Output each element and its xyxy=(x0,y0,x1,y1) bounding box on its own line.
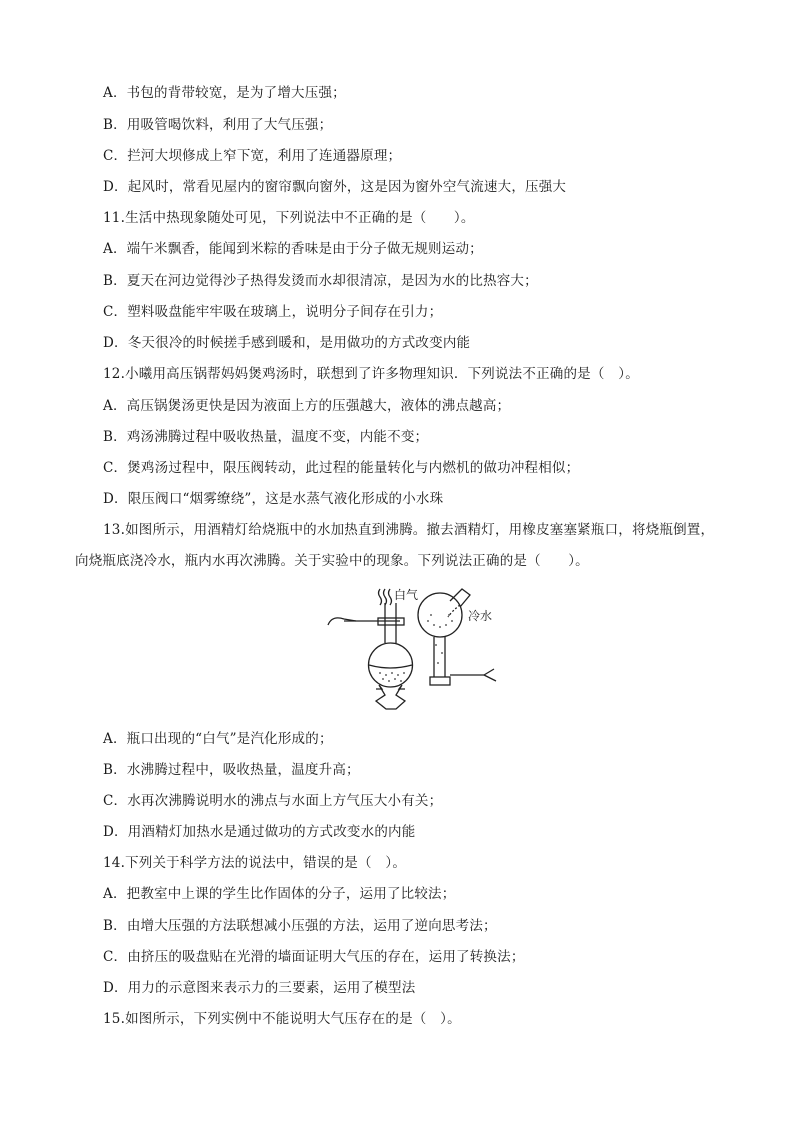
right-flask-body xyxy=(418,593,462,637)
q10-option-a: A．书包的背带较宽，是为了增大压强； xyxy=(103,85,346,101)
beaker-icon xyxy=(450,589,470,607)
boiling-flask-diagram xyxy=(322,585,498,711)
q14-option-d: D．用力的示意图来表示力的三要素，运用了模型法 xyxy=(103,980,416,996)
q13-option-a: A．瓶口出现的“白气”是汽化形成的； xyxy=(103,731,333,747)
alcohol-lamp-icon xyxy=(376,685,405,709)
q11-option-a: A．端午米飘香，能闻到米粽的香味是由于分子做无规则运动； xyxy=(103,241,483,257)
q12-stem: 12.小曦用高压锅帮妈妈煲鸡汤时，联想到了许多物理知识．下列说法不正确的是（ ）。 xyxy=(103,366,639,382)
q14-option-a: A．把教室中上课的学生比作固体的分子，运用了比较法； xyxy=(103,886,456,902)
q12-option-a: A．高压锅煲汤更快是因为液面上方的压强越大，液体的沸点越高； xyxy=(103,398,511,414)
q13-stem-line1: 13.如图所示，用酒精灯给烧瓶中的水加热直到沸腾。撤去酒精灯，用橡皮塞塞紧瓶口，将烧瓶倒置， xyxy=(103,522,715,538)
q11-option-d: D．冬天很冷的时候搓手感到暖和，是用做功的方式改变内能 xyxy=(103,335,471,351)
q11-option-b: B．夏天在河边觉得沙子热得发烫而水却很清凉，是因为水的比热容大； xyxy=(103,273,538,289)
q13-option-d: D．用酒精灯加热水是通过做功的方式改变水的内能 xyxy=(103,824,416,840)
q12-option-d: D．限压阀口“烟雾缭绕”，这是水蒸气液化形成的小水珠 xyxy=(103,491,444,507)
q10-option-d: D．起风时，常看见屋内的窗帘飘向窗外，这是因为窗外空气流速大，压强大 xyxy=(103,179,567,195)
steam-label: 白气 xyxy=(394,588,419,602)
q11-option-c: C．塑料吸盘能牢牢吸在玻璃上，说明分子间存在引力； xyxy=(103,304,443,320)
cold-water-label: 冷水 xyxy=(468,609,493,623)
left-flask-body xyxy=(369,643,413,687)
q12-option-c: C．煲鸡汤过程中，限压阀转动，此过程的能量转化与内燃机的做功冲程相似； xyxy=(103,460,580,476)
water-dots xyxy=(379,614,453,682)
q13-option-c: C．水再次沸腾说明水的沸点与水面上方气压大小有关； xyxy=(103,793,443,809)
boiling-flask-figure xyxy=(322,585,498,711)
q14-option-c: C．由挤压的吸盘贴在光滑的墙面证明大气压的存在，运用了转换法； xyxy=(103,949,525,965)
steam-icon xyxy=(379,589,382,605)
q12-option-b: B．鸡汤沸腾过程中吸收热量，温度不变，内能不变； xyxy=(103,429,429,445)
q11-stem: 11.生活中热现象随处可见，下列说法中不正确的是（ ）。 xyxy=(103,210,475,226)
rubber-stopper xyxy=(430,677,450,685)
q14-option-b: B．由增大压强的方法联想减小压强的方法，运用了逆向思考法； xyxy=(103,918,497,934)
q14-stem: 14.下列关于科学方法的说法中，错误的是（ ）。 xyxy=(103,855,407,871)
right-hand-icon xyxy=(484,669,496,681)
q13-option-b: B．水沸腾过程中，吸收热量，温度升高； xyxy=(103,762,360,778)
q10-option-c: C．拦河大坝修成上窄下宽，利用了连通器原理； xyxy=(103,148,402,164)
q10-option-b: B．用吸管喝饮料，利用了大气压强； xyxy=(103,117,333,133)
q15-stem: 15.如图所示，下列实例中不能说明大气压存在的是（ ）。 xyxy=(103,1011,461,1027)
q13-stem-line2: 向烧瓶底浇冷水，瓶内水再次沸腾。关于实验中的现象。下列说法正确的是（ ）。 xyxy=(75,553,589,569)
